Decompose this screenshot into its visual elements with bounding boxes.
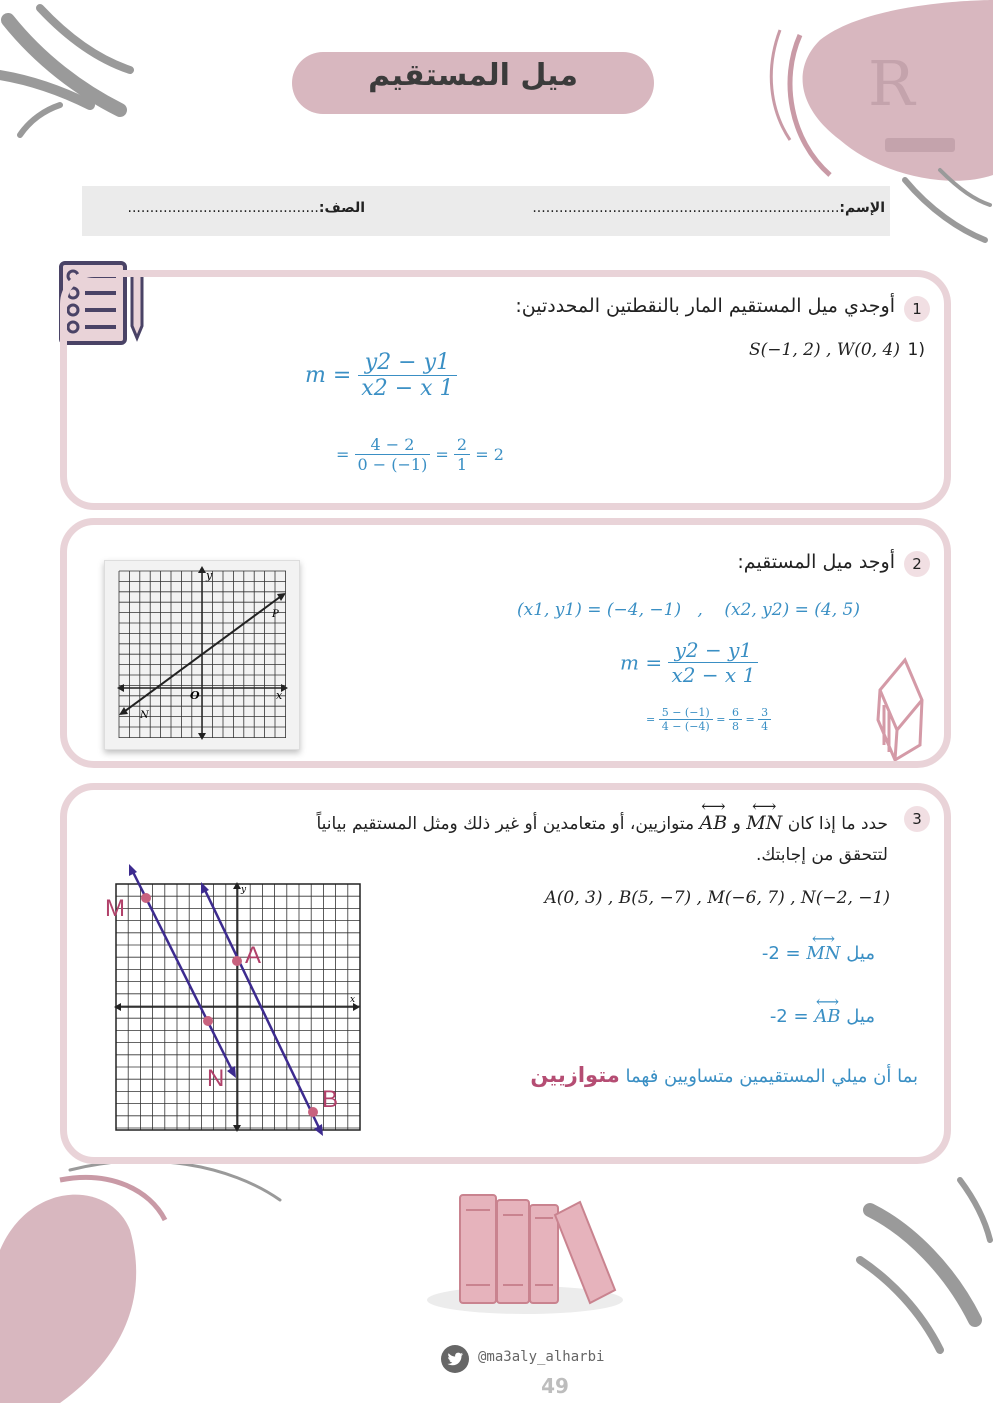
q2-formula-numerator: y2 − y1 xyxy=(668,638,758,663)
q2-formula-m: m = xyxy=(620,650,663,675)
q1-step-denominator-2: 1 xyxy=(456,455,468,474)
page-number: 49 xyxy=(541,1374,569,1398)
q3-point-b xyxy=(308,1107,318,1117)
twitter-icon[interactable] xyxy=(440,1344,470,1374)
q3-slope-ab-word: ميل xyxy=(846,1006,875,1027)
q3-conclusion-word: متوازيين xyxy=(530,1063,620,1087)
q1-calculation xyxy=(336,435,504,474)
q3-slope-mn-line: ⟷ MN xyxy=(806,943,840,964)
q1-formula-m: m = xyxy=(305,363,352,388)
q3-label-b: B xyxy=(322,1086,339,1113)
question-3-prompt xyxy=(110,812,888,834)
q2-y-axis-arrow-bottom xyxy=(198,733,206,740)
question-3-number: 3 xyxy=(904,806,930,832)
q3-prompt-part2: متوازيين، أو متعامدين أو غير ذلك ومثل المستقيم بيانياً xyxy=(316,814,695,834)
q3-slope-mn-equals: = xyxy=(785,943,807,964)
q3-slope-ab-line: ⟷ AB xyxy=(814,1006,840,1027)
q3-prompt-part1: حدد ما إذا كان xyxy=(787,814,888,834)
q3-conclusion xyxy=(440,1063,918,1087)
name-field[interactable] xyxy=(500,200,885,216)
svg-text:R: R xyxy=(868,47,915,120)
q3-slope-ab xyxy=(720,1006,875,1027)
q1-step-denominator-1: 0 − (−1) xyxy=(357,455,428,474)
q3-label-x: x xyxy=(350,995,356,1005)
q2-label-origin: O xyxy=(190,689,200,702)
q1-formula-numerator: y2 − y1 xyxy=(358,350,456,376)
q2-step-equals-1: = xyxy=(646,713,656,726)
question-1-points: S(−1, 2) , W(0, 4) xyxy=(749,340,900,360)
q3-prompt-and: و xyxy=(732,814,741,834)
q2-step-equals-3: = xyxy=(745,713,755,726)
q1-step-result: = 2 xyxy=(475,445,504,464)
footer-handle[interactable]: @ma3aly_alharbi xyxy=(478,1349,605,1365)
q2-formula-denominator: x2 − x 1 xyxy=(671,663,756,687)
q2-label-x: x xyxy=(276,689,283,702)
q2-y-axis-arrow-top xyxy=(198,566,206,573)
q3-slope-ab-value: -2 xyxy=(769,1006,788,1027)
name-label: الإسم: xyxy=(839,200,885,216)
q3-y-axis-arrow-top xyxy=(233,882,241,889)
q3-slope-ab-equals: = xyxy=(793,1006,815,1027)
q3-slope-mn-word: ميل xyxy=(846,943,875,964)
q1-step-equals-2: = xyxy=(435,445,449,464)
q2-label-y: y xyxy=(206,569,213,582)
class-dots: ........................................... xyxy=(127,200,319,216)
q2-step-denominator-3: 4 xyxy=(761,720,769,733)
q1-formula-denominator: x2 − x 1 xyxy=(361,376,454,401)
q2-formula xyxy=(620,638,758,687)
q2-step-numerator-3: 3 xyxy=(758,706,771,720)
q1-formula-fraction xyxy=(358,350,456,401)
q2-step-numerator-1: 5 − (−1) xyxy=(659,706,713,720)
q3-point-m xyxy=(141,893,151,903)
q3-point-a xyxy=(232,956,242,966)
q3-slope-mn-value: -2 xyxy=(761,943,780,964)
question-1-number: 1 xyxy=(904,296,930,322)
q1-formula xyxy=(305,350,457,401)
q3-line-mn: ⟷ MN xyxy=(746,812,782,834)
question-3-prompt-line2: لتتحقق من إجابتك. xyxy=(755,845,888,865)
q3-points: A(0, 3) , B(5, −7) , M(−6, 7) , N(−2, −1) xyxy=(544,888,890,908)
question-1-item-label: (1 xyxy=(907,340,925,360)
q3-slope-mn xyxy=(720,943,875,964)
q3-label-y: y xyxy=(241,885,247,895)
q2-coordinate-graph xyxy=(104,560,298,748)
q2-points: (x1, y1) = (−4, −1) , (x2, y2) = (4, 5) xyxy=(516,600,860,620)
q3-label-m: M xyxy=(105,895,125,922)
q2-step-denominator-1: 4 − (−4) xyxy=(661,720,710,733)
question-1-prompt: أوجدي ميل المستقيم المار بالنقطتين المحددتين: xyxy=(515,295,895,317)
q2-calculation xyxy=(646,706,771,733)
q3-label-n: N xyxy=(207,1065,225,1092)
class-field[interactable] xyxy=(100,200,365,216)
q2-step-equals-2: = xyxy=(716,713,726,726)
q3-label-a: A xyxy=(245,942,262,969)
class-label: الصف: xyxy=(318,200,365,216)
q3-x-axis-arrow-left xyxy=(114,1003,121,1011)
q1-step-numerator-1: 4 − 2 xyxy=(355,435,431,455)
question-2-number: 2 xyxy=(904,551,930,577)
question-2-prompt: أوجد ميل المستقيم: xyxy=(737,551,895,573)
q1-step-numerator-2: 2 xyxy=(454,435,470,455)
q2-step-denominator-2: 8 xyxy=(731,720,739,733)
page-title: ميل المستقيم xyxy=(368,58,578,93)
q2-label-p: P xyxy=(272,609,279,620)
q2-label-n: N xyxy=(140,710,149,721)
q3-point-n xyxy=(203,1016,213,1026)
q1-step-equals-1: = xyxy=(336,445,350,464)
q3-y-axis-arrow-bottom xyxy=(233,1125,241,1132)
q3-line-ab: ⟷ AB xyxy=(700,812,728,834)
q2-step-numerator-2: 6 xyxy=(729,706,742,720)
q3-coordinate-graph xyxy=(100,862,370,1142)
q3-conclusion-text: بما أن ميلي المستقيمين متساويين فهما xyxy=(625,1066,918,1087)
name-dots: ..................................................................... xyxy=(532,200,840,216)
